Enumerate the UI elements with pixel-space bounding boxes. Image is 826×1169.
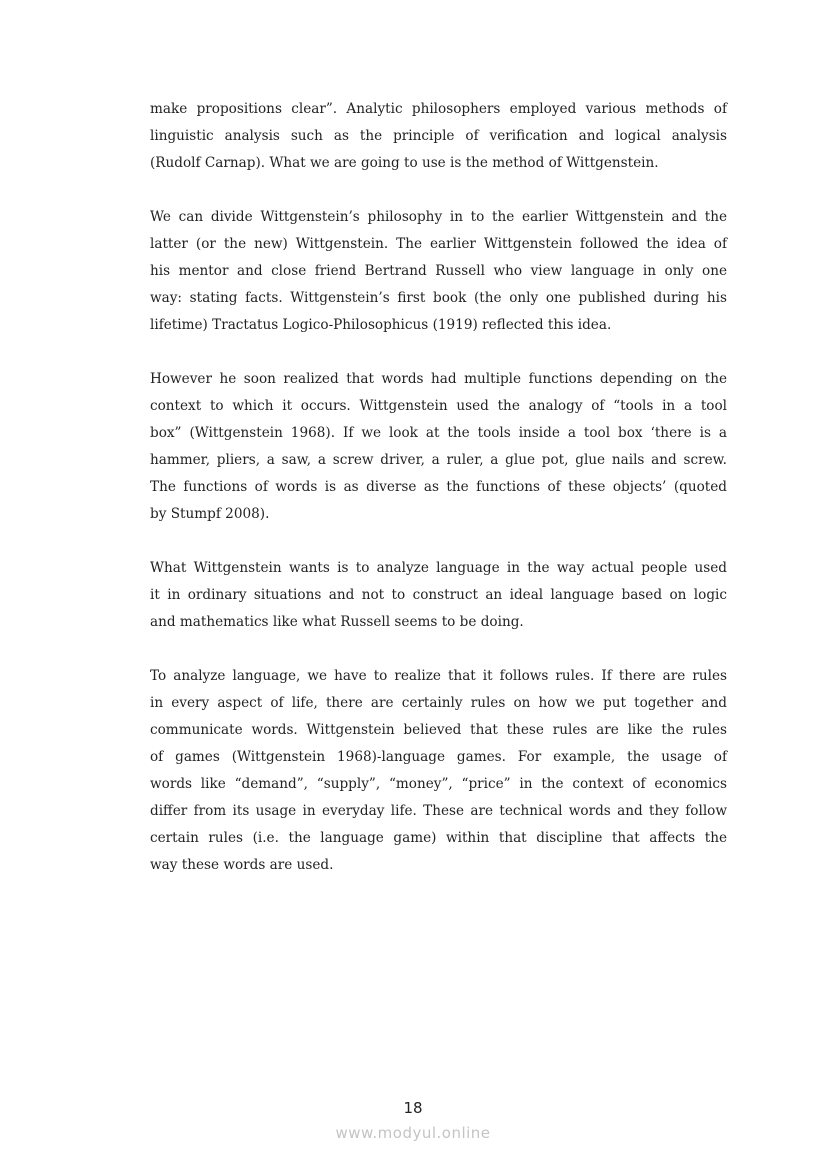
text-line: (Rudolf Carnap). What we are going to use is the method of Wittgenstein. xyxy=(150,155,659,171)
text-line: and mathematics like what Russell seems to be doing. xyxy=(150,614,524,630)
text-line: make propositions clear”. Analytic philosophers employed various methods of xyxy=(150,101,727,117)
text-line: his mentor and close friend Bertrand Russell who view language in only one xyxy=(150,263,727,279)
text-line: What Wittgenstein wants is to analyze language in the way actual people used xyxy=(150,560,727,576)
page-number: 18 xyxy=(403,1099,423,1117)
text-line: by Stumpf 2008). xyxy=(150,506,270,522)
body-text xyxy=(150,96,727,906)
paragraph xyxy=(150,555,727,636)
text-line: box” (Wittgenstein 1968). If we look at the tools inside a tool box ‘there is a xyxy=(150,425,727,441)
text-line: To analyze language, we have to realize that it follows rules. If there are rules xyxy=(150,668,727,684)
paragraph xyxy=(150,96,727,177)
text-line: of games (Wittgenstein 1968)-language games. For example, the usage of xyxy=(150,749,727,765)
paragraph xyxy=(150,204,727,339)
text-line: linguistic analysis such as the principle of verification and logical analysis xyxy=(150,128,727,144)
text-line: in every aspect of life, there are certainly rules on how we put together and xyxy=(150,695,727,711)
watermark: www.modyul.online xyxy=(335,1124,491,1142)
text-line: context to which it occurs. Wittgenstein used the analogy of “tools in a tool xyxy=(150,398,727,414)
text-line: We can divide Wittgenstein’s philosophy in to the earlier Wittgenstein and the xyxy=(150,209,727,225)
text-line: hammer, pliers, a saw, a screw driver, a ruler, a glue pot, glue nails and screw. xyxy=(150,452,727,468)
paragraph xyxy=(150,366,727,528)
text-line: However he soon realized that words had multiple functions depending on the xyxy=(150,371,727,387)
paragraph xyxy=(150,663,727,879)
text-line: lifetime) Tractatus Logico-Philosophicus (1919) reflected this idea. xyxy=(150,317,612,333)
text-line: it in ordinary situations and not to construct an ideal language based on logic xyxy=(150,587,727,603)
text-line: way: stating facts. Wittgenstein’s first book (the only one published during his xyxy=(150,290,727,306)
text-line: communicate words. Wittgenstein believed that these rules are like the rules xyxy=(150,722,727,738)
text-line: latter (or the new) Wittgenstein. The earlier Wittgenstein followed the idea of xyxy=(150,236,727,252)
text-line: words like “demand”, “supply”, “money”, “price” in the context of economics xyxy=(150,776,727,792)
text-line: The functions of words is as diverse as the functions of these objects’ (quoted xyxy=(150,479,727,495)
text-line: differ from its usage in everyday life. These are technical words and they follow xyxy=(150,803,727,819)
text-line: way these words are used. xyxy=(150,857,334,873)
text-line: certain rules (i.e. the language game) within that discipline that affects the xyxy=(150,830,727,846)
